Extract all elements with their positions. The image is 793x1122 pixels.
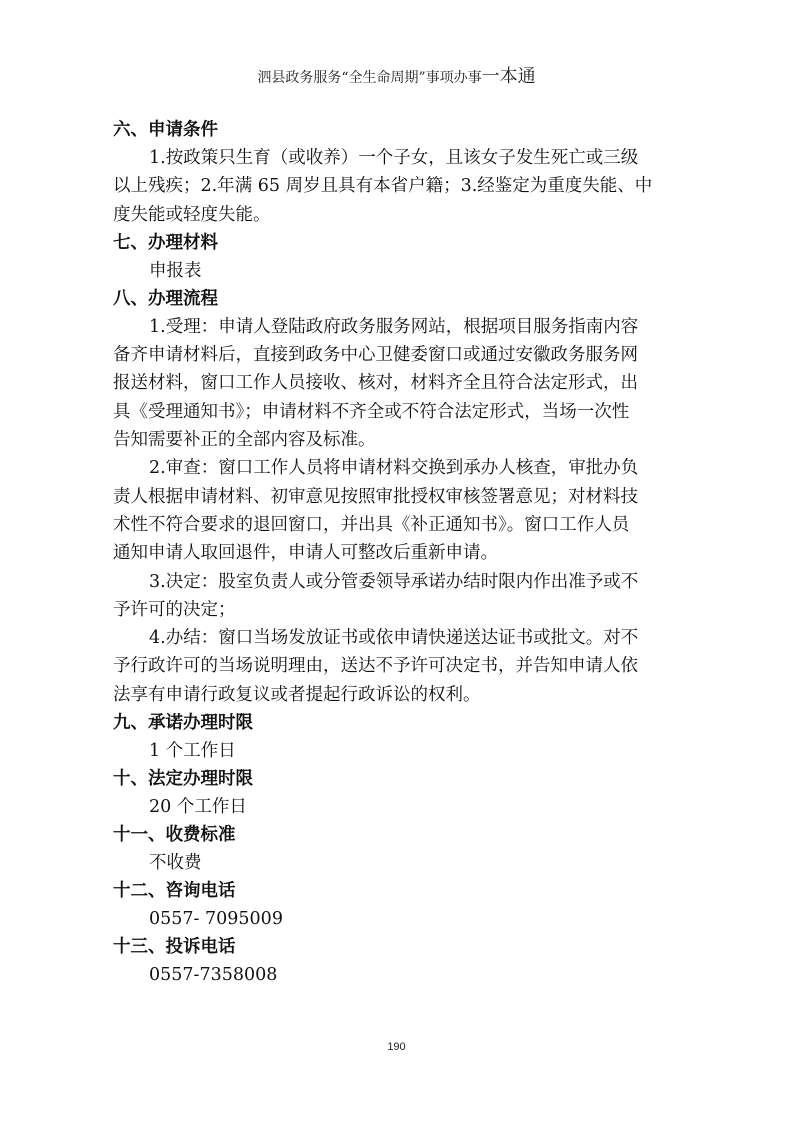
- section-value: 不收费: [149, 853, 202, 874]
- text-line: 备齐申请材料后，直接到政务中心卫健委窗口或通过安徽政务服务网: [113, 345, 638, 366]
- text-line: 度失能或轻度失能。: [113, 204, 271, 225]
- text-line: 术性不符合要求的退回窗口，并出具《补正通知书》。窗口工作人员: [113, 514, 630, 535]
- text-line: 1.按政策只生育（或收养）一个子女，且该女子发生死亡或三级: [149, 148, 639, 168]
- application-conditions: [113, 144, 693, 229]
- section-heading: 十二、咨询电话: [113, 881, 236, 902]
- text-line: 3.决定：股室负责人或分管委领导承诺办结时限内作出准予或不: [149, 571, 639, 592]
- section-heading: 十一、收费标准: [113, 825, 236, 846]
- text-line: 予许可的决定；: [113, 599, 236, 620]
- header-title: 泗县政务服务“全生命周期”事项办事: [257, 70, 482, 86]
- section-heading: 六、申请条件: [113, 120, 218, 140]
- section-heading: 九、承诺办理时限: [113, 713, 253, 734]
- section-heading: 十三、投诉电话: [113, 937, 236, 958]
- text-line: 以上残疾；2.年满 65 周岁且具有本省户籍；3.经鉴定为重度失能、中: [113, 176, 653, 197]
- section-heading: 八、办理流程: [113, 288, 218, 309]
- consult-phone: 0557- 7095009: [149, 909, 283, 930]
- process-step-review: [113, 454, 693, 567]
- page-number: 190: [387, 1041, 406, 1053]
- page-header: [0, 62, 793, 88]
- text-line: 法享有申请行政复议或者提起行政诉讼的权利。: [113, 684, 481, 705]
- text-line: 4.办结：窗口当场发放证书或依申请快递送达证书或批文。对不: [149, 628, 639, 649]
- process-step-decide: [113, 568, 693, 625]
- section-value: 1 个工作日: [149, 741, 236, 762]
- section-value: 申报表: [149, 260, 202, 281]
- text-line: 告知需要补正的全部内容及标准。: [113, 430, 376, 451]
- text-line: 1.受理：申请人登陆政府政务服务网站，根据项目服务指南内容: [149, 316, 639, 337]
- header-title-emphasis: 一本通: [481, 66, 536, 87]
- process-step-accept: [113, 313, 693, 454]
- complaint-phone: 0557-7358008: [149, 965, 278, 986]
- text-line: 予行政许可的当场说明理由，送达不予许可决定书，并告知申请人依: [113, 656, 638, 677]
- text-line: 报送材料，窗口工作人员接收、核对，材料齐全且符合法定形式，出: [113, 373, 638, 394]
- text-line: 通知申请人取回退件，申请人可整改后重新申请。: [113, 543, 498, 564]
- document-body: [113, 116, 693, 989]
- section-heading: 十、法定办理时限: [113, 769, 253, 790]
- text-line: 具《受理通知书》；申请材料不齐全或不符合法定形式，当场一次性: [113, 401, 630, 422]
- text-line: 2.审查：窗口工作人员将申请材料交换到承办人核查，审批办负: [149, 458, 639, 479]
- process-step-complete: [113, 624, 693, 709]
- section-value: 20 个工作日: [149, 797, 247, 818]
- section-heading: 七、办理材料: [113, 232, 218, 253]
- text-line: 责人根据申请材料、初审意见按照审批授权审核签署意见；对材料技: [113, 486, 638, 507]
